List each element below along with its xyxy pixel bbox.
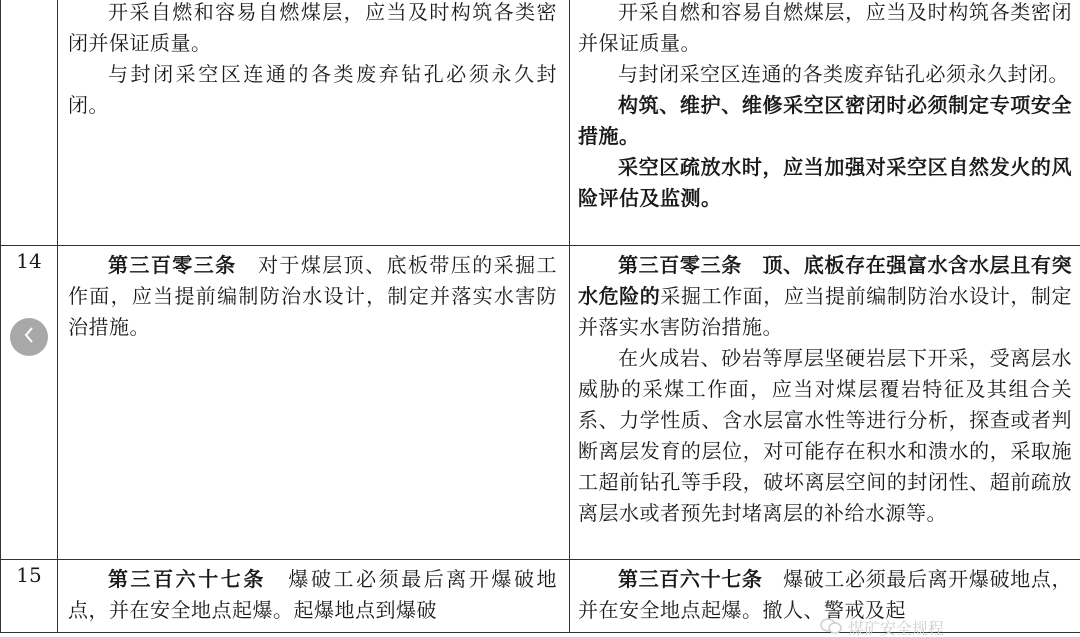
paragraph-text: 采掘工作面，应当提前编制防治水设计，制定并落实水害防治措施。 [578, 284, 1073, 339]
row-number: 14 [1, 246, 58, 560]
row-number [1, 0, 58, 246]
paragraph-text: 与封闭采空区连通的各类废弃钻孔必须永久封闭。 [68, 62, 557, 117]
revised-text-cell [570, 0, 1080, 246]
article-title: 第三百零三条 [108, 253, 237, 277]
paragraph-text: 与封闭采空区连通的各类废弃钻孔必须永久封闭。 [618, 62, 1069, 86]
paragraph [68, 250, 557, 343]
paragraph [578, 564, 1072, 626]
wechat-icon [820, 618, 842, 637]
paragraph-text: 开采自燃和容易自燃煤层，应当及时构筑各类密闭并保证质量。 [68, 0, 557, 55]
paragraph-text: 对于煤层顶、底板带压的采掘工作面，应当提前编制防治水设计，制定并落实水害防治措施。 [68, 253, 558, 339]
chevron-left-icon [22, 325, 36, 349]
table-row [1, 0, 1080, 246]
paragraph [578, 152, 1072, 214]
paragraph-text: 爆破工必须最后离开爆破地点，并在安全地点起爆。起爆地点到爆破 [68, 567, 558, 622]
original-text-cell [58, 560, 570, 633]
table-row [1, 246, 1080, 560]
paragraph-text: 爆破工必须最后离开爆破地点，并在安全地点起爆。撤人、警戒及起 [578, 567, 1072, 622]
original-text-cell [58, 0, 570, 246]
paragraph [68, 59, 557, 121]
revised-phrase: 顶、底板存在强富水含水层且有突水危险的 [578, 253, 1073, 308]
paragraph-text: 在火成岩、砂岩等厚层坚硬岩层下开采，受离层水威胁的采煤工作面，应当对煤层覆岩特征及其组合关系、力学性质、含水层富水性等进行分析，探查或者判断离层发育的层位，对可能存在积水和溃水的，采取施工超前钻孔等手段，破坏离层空间的封闭性、超前疏放离层水或者预先封堵离层的补给水源等。 [578, 346, 1072, 525]
paragraph [578, 90, 1072, 152]
paragraph-text: 构筑、维护、维修采空区密闭时必须制定专项安全措施。 [578, 93, 1072, 148]
article-title: 第三百六十七条 [618, 567, 763, 591]
back-button[interactable] [10, 318, 48, 356]
watermark [820, 618, 1070, 637]
watermark-text: 煤矿安全规程 [848, 619, 945, 637]
article-title: 第三百零三条 [618, 253, 742, 277]
paragraph [578, 0, 1072, 59]
paragraph-text: 开采自燃和容易自燃煤层，应当及时构筑各类密闭并保证质量。 [578, 0, 1072, 55]
article-title: 第三百六十七条 [108, 567, 266, 591]
original-text-cell [58, 246, 570, 560]
paragraph [68, 0, 557, 59]
paragraph [578, 59, 1072, 90]
paragraph [578, 250, 1072, 343]
paragraph [578, 343, 1072, 529]
row-number: 15 [1, 560, 58, 633]
paragraph-text: 采空区疏放水时，应当加强对采空区自然发火的风险评估及监测。 [578, 155, 1072, 210]
revised-text-cell [570, 246, 1080, 560]
paragraph [68, 564, 557, 626]
